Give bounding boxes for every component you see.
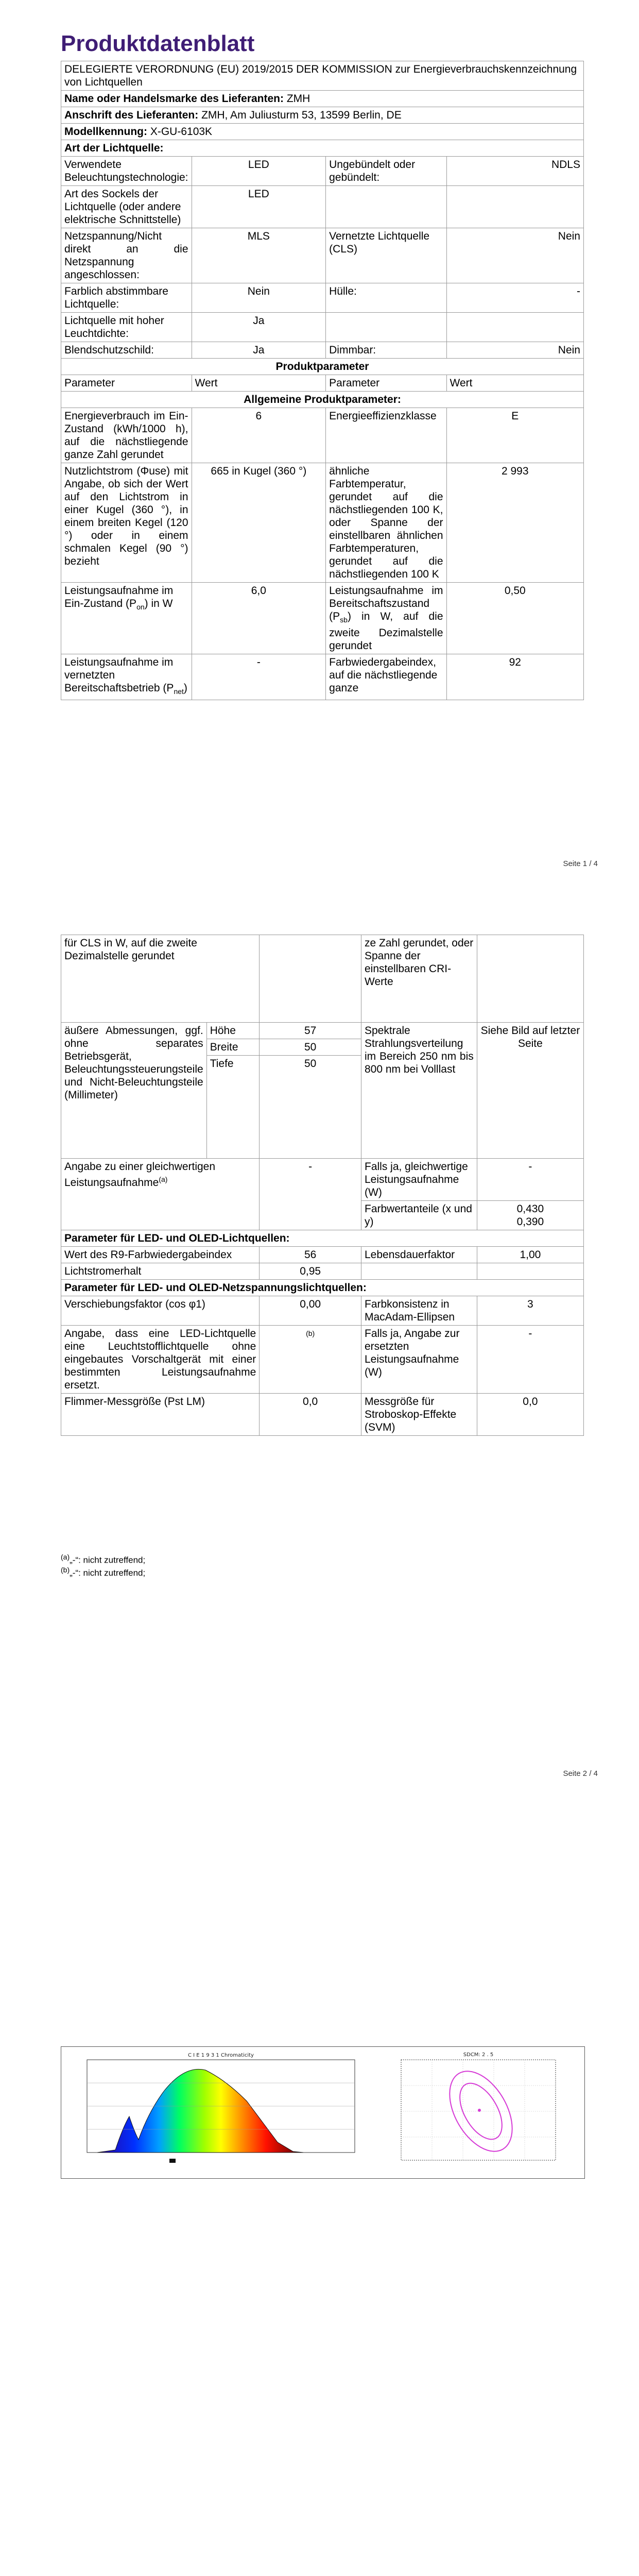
chromaticity-y: 0,390 <box>516 1216 544 1228</box>
high-luminance-value: Ja <box>192 313 326 342</box>
page-3 <box>0 1807 639 2576</box>
r9-label: Wert des R9-Farbwiedergabeindex <box>61 1247 260 1263</box>
tech-value: LED <box>192 157 326 186</box>
supplier-name-label: Name oder Handelsmarke des Lieferanten: <box>64 93 284 105</box>
tech-label: Verwendete Beleuchtungstechnologie: <box>61 157 192 186</box>
cap-value: LED <box>192 186 326 228</box>
power-on-label <box>61 583 192 654</box>
standby-value: 0,50 <box>446 583 583 654</box>
col-value-2: Wert <box>446 375 583 392</box>
cct-value: 2 993 <box>446 463 583 583</box>
spd-label: Spektrale Strahlungsverteilung im Bereich 250 nm bis 800 nm bei Volllast <box>361 1023 477 1159</box>
equivalent-power-value: - <box>477 1159 583 1201</box>
chromaticity-point <box>478 2109 481 2112</box>
standby-text: Leistungsaufnahme im Bereitschaftszustand (P <box>329 585 443 622</box>
macadam-label: Farbkonsistenz in MacAdam-Ellipsen <box>361 1296 477 1326</box>
bundled-label: Ungebündelt oder gebündelt: <box>326 157 446 186</box>
spectrum-title: C I E 1 9 3 1 Chromaticity <box>188 2053 254 2058</box>
footnote-b <box>61 1566 145 1579</box>
page-title: Produktdatenblatt <box>61 31 255 56</box>
cls-value: Nein <box>446 228 583 283</box>
cct-label: ähnliche Farbtemperatur, gerundet auf die nächstliegenden 100 K, oder Spanne der einstellbaren ähnlichen Farbtemperaturen, gerundet auf die nächstliegenden 100 K <box>326 463 446 583</box>
footnote-b-mark: (b) <box>61 1566 70 1574</box>
network-standby-value: - <box>192 654 326 700</box>
standby-sub: sb <box>340 616 348 624</box>
width-value: 50 <box>260 1039 361 1056</box>
bundled-value: NDLS <box>446 157 583 186</box>
colour-tunable-label: Farblich abstimmbare Lichtquelle: <box>61 283 192 313</box>
cap-label: Art des Sockels der Lichtquelle (oder andere elektrische Schnittstelle) <box>61 186 192 228</box>
envelope-value: - <box>446 283 583 313</box>
network-standby-unit: ) <box>183 682 187 694</box>
model-value: X-GU-6103K <box>150 126 213 138</box>
displacement-factor-label: Verschiebungsfaktor (cos φ1) <box>61 1296 260 1326</box>
cri-cont: ze Zahl gerundet, oder Spanne der einstellbaren CRI-Werte <box>361 935 477 1023</box>
useful-flux-value: 665 in Kugel (360 °) <box>192 463 326 583</box>
r9-value: 56 <box>260 1247 361 1263</box>
retrofit-value: (b) <box>306 1329 315 1337</box>
chromaticity-values <box>477 1201 583 1230</box>
useful-flux-label: Nutzlichtstrom (Φuse) mit Angabe, ob sich der Wert auf den Lichtstrom in einer Kugel (360 °), in einem breiten Kegel (120 °) oder in einem schmalen Kegel (90 °) bezieht <box>61 463 192 583</box>
supplier-name-value: ZMH <box>286 93 310 105</box>
light-source-type-heading: Art der Lichtquelle: <box>61 140 584 157</box>
spectrum-chart <box>66 2049 381 2176</box>
equiv-text: Angabe zu einer gleichwertigen Leistungsaufnahme <box>64 1161 216 1189</box>
chromaticity-x: 0,430 <box>516 1203 544 1215</box>
macadam-ellipse-chart <box>391 2049 566 2176</box>
anti-glare-label: Blendschutzschild: <box>61 342 192 359</box>
depth-label: Tiefe <box>206 1056 260 1159</box>
datasheet-table-2 <box>61 935 584 1436</box>
macadam-value: 3 <box>477 1296 583 1326</box>
energy-class-label: Energieeffizienzklasse <box>326 408 446 463</box>
flicker-value: 0,0 <box>260 1394 361 1436</box>
svm-value: 0,0 <box>477 1394 583 1436</box>
equiv-sup: (a) <box>159 1175 168 1183</box>
anti-glare-value: Ja <box>192 342 326 359</box>
supplier-address-label: Anschrift des Lieferanten: <box>64 109 199 121</box>
maintenance-label: Lichtstromerhalt <box>61 1263 260 1280</box>
standby-unit: ) in W, auf die zweite Dezimalstelle gerundet <box>329 611 443 652</box>
regulation-title: DELEGIERTE VERORDNUNG (EU) 2019/2015 DER KOMMISSION zur Energieverbrauchskennzeichnung von Lichtquellen <box>61 61 584 91</box>
supplier-address-value: ZMH, Am Juliusturm 53, 13599 Berlin, DE <box>201 109 402 121</box>
cls-label: Vernetzte Lichtquelle (CLS) <box>326 228 446 283</box>
retrofit-power-label: Falls ja, Angabe zur ersetzten Leistungsaufnahme (W) <box>361 1326 477 1394</box>
power-on-sub: on <box>136 603 145 612</box>
network-standby-text: Leistungsaufnahme im vernetzten Bereitschaftsbetrieb (P <box>64 656 174 694</box>
footnote-a-text: „-“: nicht zutreffend; <box>70 1555 146 1565</box>
legend-swatch <box>169 2159 176 2163</box>
network-standby-label <box>61 654 192 700</box>
general-params-heading: Allgemeine Produktparameter: <box>61 392 584 408</box>
depth-value: 50 <box>260 1056 361 1159</box>
high-luminance-label: Lichtquelle mit hoher Leuchtdichte: <box>61 313 192 342</box>
model-label: Modellkennung: <box>64 126 147 138</box>
page-number-2: Seite 2 / 4 <box>563 1769 598 1778</box>
retrofit-label: Angabe, dass eine LED-Lichtquelle eine Leuchtstofflichtquelle ohne eingebautes Vorschaltgerät mit einer bestimmten Leistungsaufnahme ersetzt. <box>61 1326 260 1394</box>
ellipse-title: SDCM: 2 . 5 <box>463 2052 494 2058</box>
mains-led-params-heading: Parameter für LED- und OLED-Netzspannungslichtquellen: <box>61 1280 584 1296</box>
page-2 <box>0 904 639 1780</box>
colour-tunable-value: Nein <box>192 283 326 313</box>
page-1 <box>0 0 639 876</box>
envelope-label: Hülle: <box>326 283 446 313</box>
network-standby-sub: net <box>174 687 184 696</box>
energy-class-value: E <box>446 408 583 463</box>
equivalent-power-claim-label <box>61 1159 260 1230</box>
flux-label-a: Nutzlichtstrom ( <box>64 465 141 477</box>
flux-label-b: use) mit Angabe, ob sich der Wert auf den Lichtstrom in einer Kugel (360 °), in einem breiten Kegel (120 °) oder in einem schmalen Kegel (90 °) bezieht <box>64 465 188 567</box>
svm-label: Messgröße für Stroboskop-Effekte (SVM) <box>361 1394 477 1436</box>
height-value: 57 <box>260 1023 361 1039</box>
equivalent-power-claim-value: - <box>260 1159 361 1230</box>
mains-value: MLS <box>192 228 326 283</box>
led-params-heading: Parameter für LED- und OLED-Lichtquellen: <box>61 1230 584 1247</box>
dimmable-label: Dimmbar: <box>326 342 446 359</box>
power-on-value: 6,0 <box>192 583 326 654</box>
page-number-1: Seite 1 / 4 <box>563 859 598 868</box>
cls-standby-cont: für CLS in W, auf die zweite Dezimalstelle gerundet <box>61 935 260 1023</box>
cri-label: Farbwiedergabeindex, auf die nächstliegende ganze <box>326 654 446 700</box>
power-on-text: Leistungsaufnahme im Ein-Zustand (P <box>64 585 174 609</box>
energy-label: Energieverbrauch im Ein-Zustand (kWh/1000 h), auf die nächstliegende ganze Zahl gerundet <box>61 408 192 463</box>
outer-dimensions-label: äußere Abmessungen, ggf. ohne separates Betriebsgerät, Beleuchtungssteuerungsteile und Nicht-Beleuchtungsteile (Millimeter) <box>61 1023 207 1159</box>
displacement-factor-value: 0,00 <box>260 1296 361 1326</box>
retrofit-power-value: - <box>477 1326 583 1394</box>
footnote-b-text: „-“: nicht zutreffend; <box>70 1568 146 1578</box>
standby-label <box>326 583 446 654</box>
spd-value: Siehe Bild auf letzter Seite <box>477 1023 583 1159</box>
col-parameter-2: Parameter <box>326 375 446 392</box>
chromaticity-label: Farbwertanteile (x und y) <box>361 1201 477 1230</box>
cri-value: 92 <box>446 654 583 700</box>
height-label: Höhe <box>206 1023 260 1039</box>
footnote-a <box>61 1553 145 1566</box>
equivalent-power-label: Falls ja, gleichwertige Leistungsaufnahme (W) <box>361 1159 477 1201</box>
footnote-a-mark: (a) <box>61 1553 70 1561</box>
retrofit-cell <box>260 1326 361 1394</box>
flicker-label: Flimmer-Messgröße (Pst LM) <box>61 1394 260 1436</box>
product-params-heading: Produktparameter <box>61 359 584 375</box>
lifetime-label: Lebensdauerfaktor <box>361 1247 477 1263</box>
col-value: Wert <box>192 375 326 392</box>
lifetime-value: 1,00 <box>477 1247 583 1263</box>
maintenance-value: 0,95 <box>260 1263 361 1280</box>
datasheet-table-1 <box>61 61 584 700</box>
energy-value: 6 <box>192 408 326 463</box>
spectrum-figure <box>61 2046 585 2179</box>
dimmable-value: Nein <box>446 342 583 359</box>
power-on-unit: ) in W <box>144 598 173 609</box>
col-parameter: Parameter <box>61 375 192 392</box>
mains-label: Netzspannung/Nicht direkt an die Netzspannung angeschlossen: <box>61 228 192 283</box>
width-label: Breite <box>206 1039 260 1056</box>
